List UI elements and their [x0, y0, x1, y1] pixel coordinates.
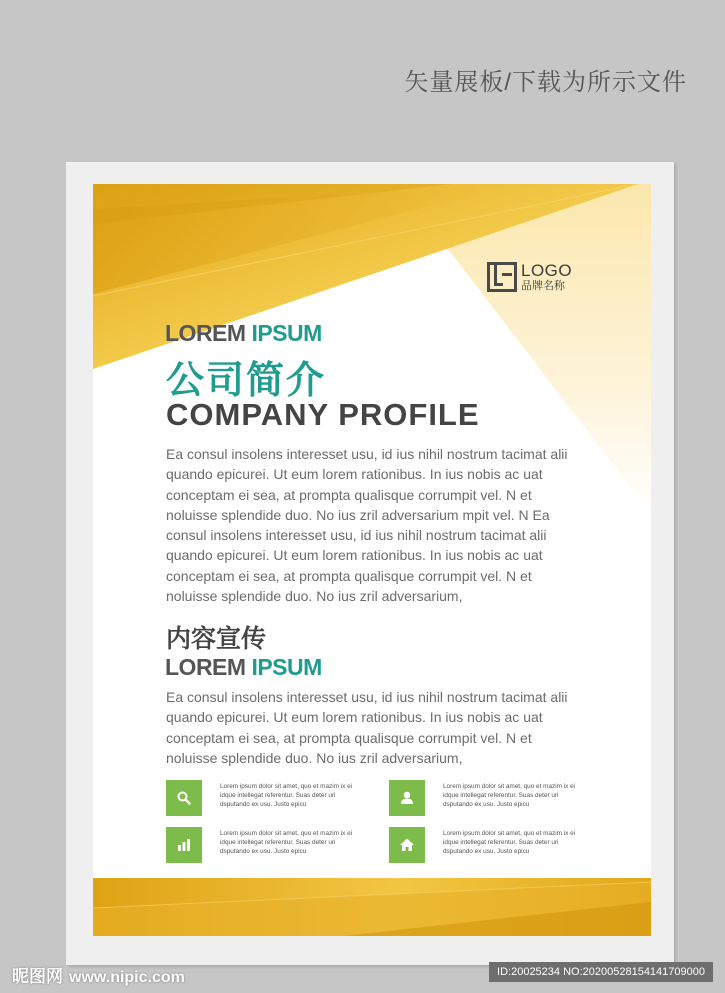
feature-item-search — [166, 780, 362, 816]
poster-sheet — [93, 184, 651, 936]
logo-mark-icon — [487, 262, 517, 292]
lorem-ipsum-subheading — [165, 654, 322, 681]
lorem-word: LOREM — [165, 654, 246, 680]
search-icon — [166, 780, 202, 816]
feature-item-home — [389, 827, 585, 863]
feature-item-user — [389, 780, 585, 816]
top-caption: 矢量展板/下载为所示文件 — [404, 69, 687, 96]
content-promo-title-cn: 内容宣传 — [166, 625, 267, 653]
watermark-brand: 昵图网 — [12, 967, 63, 986]
logo-text: LOGO — [521, 261, 573, 280]
user-icon — [389, 780, 425, 816]
watermark-site: www.nipic.com — [69, 969, 185, 986]
intro-paragraph: Ea consul insolens interesset usu, id ius nihil nostrum tacimat alii quando epicurei. Ut eum lorem rationibus. In ius nobis ac uat conceptam ei sea, at prompta qualisque corrumpit vel. N et noluisse splendide duo. No ius zril adversarium mpit vel. N Ea consul insolens interesset usu, id ius nihil nostrum tacimat alii quando epicurei. Ut eum lorem rationibus. In ius nobis ac uat conceptam ei sea, at prompta qualisque corrumpit vel. N et noluisse splendide duo. No ius zril adversarium, — [166, 446, 568, 605]
feature-text: Lorem ipsum dolor sit amet, quo et mazim ix ei idque intellegat referentur. Suas deter uri dsputando ex usu. Justo epicu — [220, 830, 353, 855]
feature-text: Lorem ipsum dolor sit amet, quo et mazim ix ei idque intellegat referentur. Suas deter uri dsputando ex usu. Justo epicu — [443, 830, 576, 855]
home-icon — [389, 827, 425, 863]
company-profile-title-cn: 公司简介 — [166, 360, 327, 402]
bottom-gold-decoration — [93, 878, 651, 936]
watermark-id: ID:20025234 NO:20200528154141709000 — [489, 962, 713, 982]
promo-paragraph: Ea consul insolens interesset usu, id ius nihil nostrum tacimat alii quando epicurei. Ut eum lorem rationibus. In ius nobis ac uat conceptam ei sea, at prompta qualisque corrumpit vel. N et noluisse splendide duo. No ius zril adversarium, — [166, 689, 568, 766]
brand-logo — [487, 262, 572, 292]
feature-item-chart — [166, 827, 362, 863]
feature-text: Lorem ipsum dolor sit amet, quo et mazim ix ei idque intellegat referentur. Suas deter uri dsputando ex usu. Justo epicu — [443, 783, 576, 808]
feature-text: Lorem ipsum dolor sit amet, quo et mazim ix ei idque intellegat referentur. Suas deter uri dsputando ex usu. Justo epicu — [220, 783, 353, 808]
logo-brand-name: 品牌名称 — [521, 280, 565, 292]
lorem-word: LOREM — [165, 320, 246, 346]
ipsum-word: IPSUM — [251, 320, 322, 346]
watermark-left — [12, 962, 185, 987]
bar-chart-icon — [166, 827, 202, 863]
lorem-ipsum-heading — [165, 320, 322, 347]
company-profile-title-en: COMPANY PROFILE — [166, 397, 480, 432]
ipsum-word: IPSUM — [251, 654, 322, 680]
